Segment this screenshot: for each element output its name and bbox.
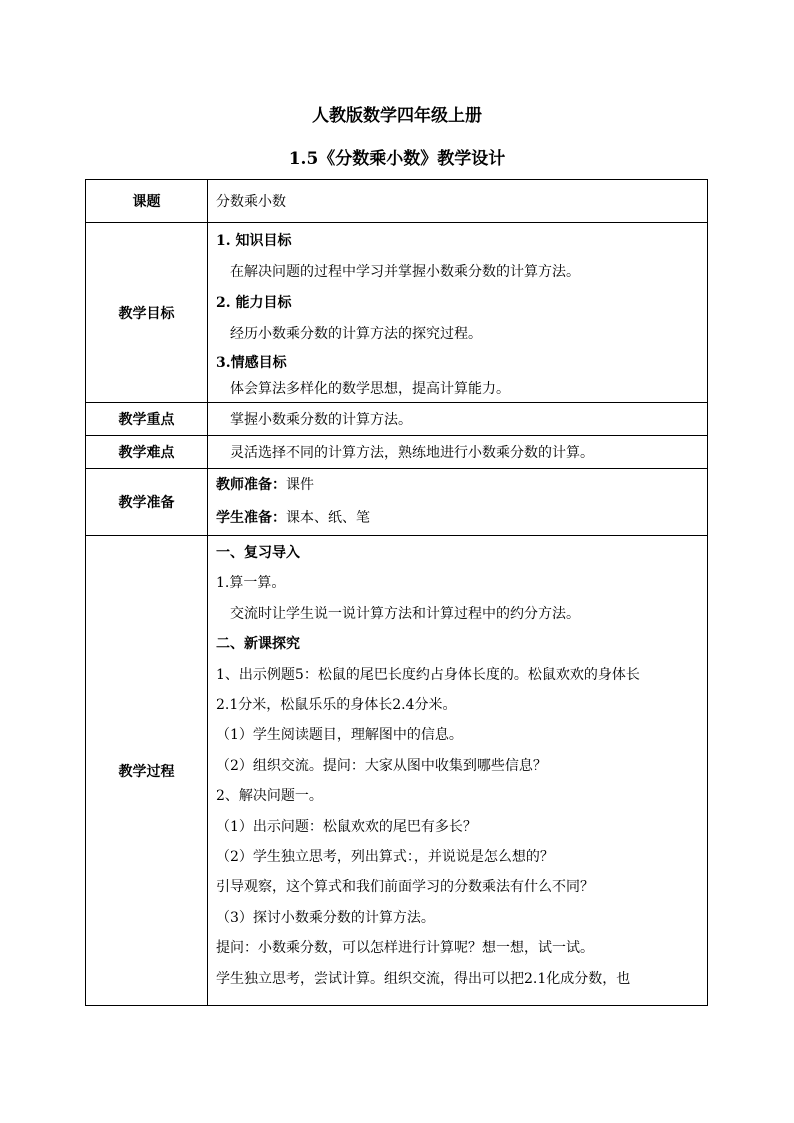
key-point-value: 掌握小数乘分数的计算方法。 bbox=[230, 412, 412, 428]
goal-heading-ability: 2. 能力目标 bbox=[216, 295, 292, 311]
process-line: 引导观察，这个算式和我们前面学习的分数乘法有什么不同？ bbox=[216, 879, 594, 896]
process-line: 2.1分米，松鼠乐乐的身体长2.4分米。 bbox=[216, 697, 457, 714]
label-difficulty: 教学难点 bbox=[86, 436, 208, 469]
process-line: 提问：小数乘分数，可以怎样进行计算呢？想一想，试一试。 bbox=[216, 940, 594, 957]
label-goals: 教学目标 bbox=[86, 223, 208, 403]
process-line: 1、出示例题5：松鼠的尾巴长度约占身体长度的。松鼠欢欢的身体长 bbox=[216, 666, 640, 683]
difficulty-value: 灵活选择不同的计算方法，熟练地进行小数乘分数的计算。 bbox=[230, 445, 594, 461]
goal-heading-emotion: 3.情感目标 bbox=[216, 355, 287, 371]
label-process: 教学过程 bbox=[86, 536, 208, 1006]
student-preparation-value: 课本、纸、笔 bbox=[286, 510, 370, 526]
lesson-plan-table bbox=[85, 179, 708, 1006]
cell-key-point bbox=[208, 403, 708, 436]
student-preparation bbox=[216, 502, 701, 535]
cell-preparation bbox=[208, 469, 708, 536]
process-line: 交流时让学生说一说计算方法和计算过程中的约分方法。 bbox=[230, 605, 580, 622]
document-title: 人教版数学四年级上册 bbox=[312, 106, 482, 126]
document-subtitle: 1.5《分数乘小数》教学设计 bbox=[288, 149, 506, 169]
process-line: 1.算一算。 bbox=[216, 575, 286, 592]
topic-value: 分数乘小数 bbox=[216, 194, 286, 210]
goal-text-emotion: 体会算法多样化的数学思想，提高计算能力。 bbox=[230, 381, 510, 397]
label-preparation: 教学准备 bbox=[86, 469, 208, 536]
goal-text-knowledge: 在解决问题的过程中学习并掌握小数乘分数的计算方法。 bbox=[230, 264, 580, 280]
process-line: 一、复习导入 bbox=[216, 545, 300, 561]
row-preparation bbox=[86, 469, 708, 536]
label-topic: 课题 bbox=[86, 180, 208, 223]
row-key-point bbox=[86, 403, 708, 436]
row-process bbox=[86, 536, 708, 1006]
goal-text-ability: 经历小数乘分数的计算方法的探究过程。 bbox=[230, 326, 482, 342]
row-goals bbox=[86, 223, 708, 403]
process-line: （2）学生独立思考，列出算式：，并说说是怎么想的？ bbox=[216, 849, 554, 866]
cell-difficulty bbox=[208, 436, 708, 469]
teacher-preparation-value: 课件 bbox=[286, 477, 314, 493]
process-line: （1）出示问题：松鼠欢欢的尾巴有多长？ bbox=[216, 818, 477, 835]
teacher-preparation-label: 教师准备： bbox=[216, 477, 286, 493]
process-line: （1）学生阅读题目，理解图中的信息。 bbox=[216, 727, 463, 744]
cell-process bbox=[208, 536, 708, 1006]
process-line: 二、新课探究 bbox=[216, 636, 300, 653]
label-key-point: 教学重点 bbox=[86, 403, 208, 436]
process-line: （3）探讨小数乘分数的计算方法。 bbox=[216, 909, 435, 926]
student-preparation-label: 学生准备： bbox=[216, 510, 286, 526]
cell-goals bbox=[208, 223, 708, 403]
goal-heading-knowledge: 1. 知识目标 bbox=[216, 233, 292, 249]
process-line: 学生独立思考，尝试计算。组织交流，得出可以把2.1化成分数，也 bbox=[216, 970, 631, 987]
row-topic bbox=[86, 180, 708, 223]
process-line: （2）组织交流。提问：大家从图中收集到哪些信息？ bbox=[216, 757, 547, 774]
process-line: 2、解决问题一。 bbox=[216, 788, 323, 805]
row-difficulty bbox=[86, 436, 708, 469]
teacher-preparation bbox=[216, 469, 701, 502]
cell-topic bbox=[208, 180, 708, 223]
